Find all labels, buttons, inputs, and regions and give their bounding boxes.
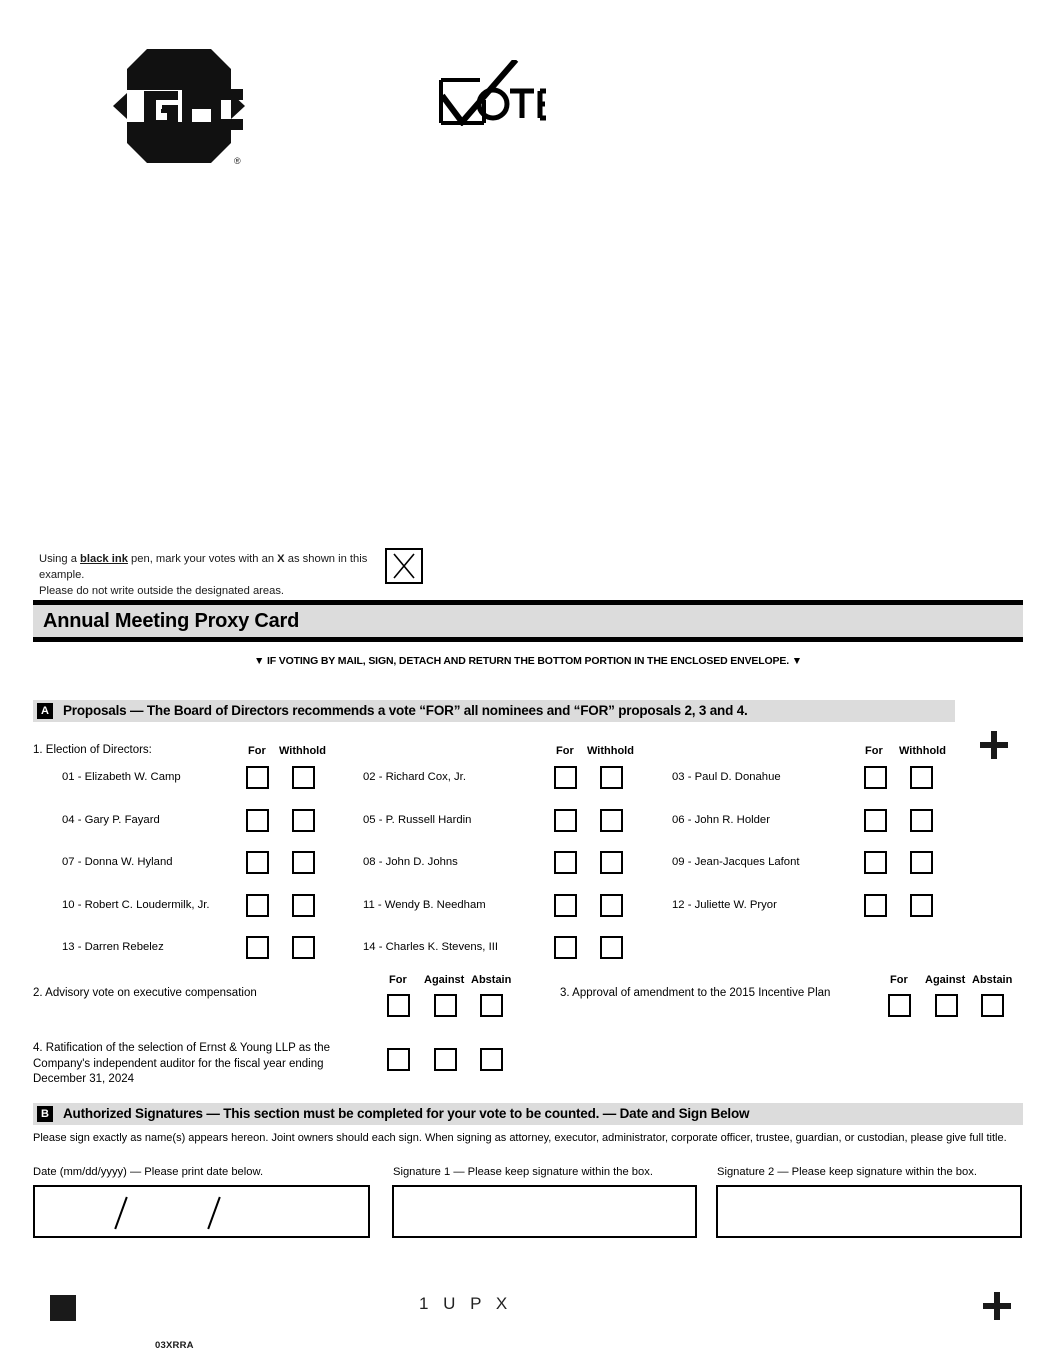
checkbox-nominee-14-withhold[interactable] <box>600 936 623 959</box>
nominee-14: 14 - Charles K. Stevens, III <box>363 941 498 953</box>
checkbox-proposal-2-against[interactable] <box>434 994 457 1017</box>
registration-mark-top-right <box>980 731 1008 759</box>
section-a-badge: A <box>37 703 53 719</box>
checkbox-nominee-07-for[interactable] <box>246 851 269 874</box>
checkbox-nominee-13-for[interactable] <box>246 936 269 959</box>
signature-instructions: Please sign exactly as name(s) appears hereon. Joint owners should each sign. When signing as attorney, executor, administrator, corporate officer, trustee, guardian, or custodian, please give full title. <box>33 1132 1007 1144</box>
checkbox-nominee-09-for[interactable] <box>864 851 887 874</box>
checkbox-nominee-08-for[interactable] <box>554 851 577 874</box>
proposal-2-label: 2. Advisory vote on executive compensation <box>33 987 257 999</box>
proposal-3-label: 3. Approval of amendment to the 2015 Incentive Plan <box>560 987 831 999</box>
marking-instructions <box>39 551 389 600</box>
checkbox-nominee-01-withhold[interactable] <box>292 766 315 789</box>
checkbox-nominee-05-for[interactable] <box>554 809 577 832</box>
nominee-04: 04 - Gary P. Fayard <box>62 814 160 826</box>
proposal-3-against-header: Against <box>925 974 966 986</box>
proposal-2-against-header: Against <box>424 974 465 986</box>
instruction-black-ink: black ink <box>80 553 128 565</box>
nominee-03: 03 - Paul D. Donahue <box>672 771 781 783</box>
checkbox-nominee-01-for[interactable] <box>246 766 269 789</box>
checkbox-nominee-03-withhold[interactable] <box>910 766 933 789</box>
col1-withhold-header: Withhold <box>279 745 326 757</box>
col3-withhold-header: Withhold <box>899 745 946 757</box>
date-input-box[interactable] <box>33 1185 370 1238</box>
proxy-card-title-bar <box>33 600 1023 642</box>
date-separator-slash-1 <box>114 1197 128 1230</box>
checkbox-nominee-13-withhold[interactable] <box>292 936 315 959</box>
checkbox-nominee-02-withhold[interactable] <box>600 766 623 789</box>
nominee-12: 12 - Juliette W. Pryor <box>672 899 777 911</box>
nominee-08: 08 - John D. Johns <box>363 856 458 868</box>
checkbox-nominee-04-withhold[interactable] <box>292 809 315 832</box>
checkbox-proposal-4-abstain[interactable] <box>480 1048 503 1071</box>
col2-withhold-header: Withhold <box>587 745 634 757</box>
nominee-06: 06 - John R. Holder <box>672 814 770 826</box>
checkbox-nominee-03-for[interactable] <box>864 766 887 789</box>
proposal-3-for-header: For <box>890 974 908 986</box>
section-b-title: Authorized Signatures — This section must be completed for your vote to be counted. — Date and Sign Below <box>63 1106 750 1121</box>
checkbox-nominee-08-withhold[interactable] <box>600 851 623 874</box>
date-separator-slash-2 <box>207 1197 221 1230</box>
signature-2-caption: Signature 2 — Please keep signature within the box. <box>717 1166 977 1178</box>
gpc-logo <box>113 47 245 165</box>
col2-for-header: For <box>556 745 574 757</box>
nominee-11: 11 - Wendy B. Needham <box>363 899 486 911</box>
logo-area <box>0 0 1055 200</box>
checkbox-nominee-10-for[interactable] <box>246 894 269 917</box>
checkbox-nominee-02-for[interactable] <box>554 766 577 789</box>
nominee-07: 07 - Donna W. Hyland <box>62 856 173 868</box>
checkbox-nominee-12-withhold[interactable] <box>910 894 933 917</box>
checkbox-proposal-4-for[interactable] <box>387 1048 410 1071</box>
checkbox-nominee-11-withhold[interactable] <box>600 894 623 917</box>
checkbox-nominee-09-withhold[interactable] <box>910 851 933 874</box>
checkbox-nominee-11-for[interactable] <box>554 894 577 917</box>
detach-notice: ▼ IF VOTING BY MAIL, SIGN, DETACH AND RETURN THE BOTTOM PORTION IN THE ENCLOSED ENVELOPE. ▼ <box>253 655 803 667</box>
proposal-2-abstain-header: Abstain <box>471 974 512 986</box>
proposal-1-label: 1. Election of Directors: <box>33 744 152 756</box>
checkbox-nominee-07-withhold[interactable] <box>292 851 315 874</box>
checkbox-nominee-14-for[interactable] <box>554 936 577 959</box>
checkbox-nominee-04-for[interactable] <box>246 809 269 832</box>
checkbox-proposal-3-for[interactable] <box>888 994 911 1017</box>
nominee-05: 05 - P. Russell Hardin <box>363 814 472 826</box>
proposal-4-label: 4. Ratification of the selection of Ernst & Young LLP as the Company's independent auditor for the fiscal year ending December 31, 2024 <box>33 1042 331 1086</box>
instruction-x-glyph: X <box>277 553 285 565</box>
date-field-caption: Date (mm/dd/yyyy) — Please print date below. <box>33 1166 264 1178</box>
checkbox-proposal-2-abstain[interactable] <box>480 994 503 1017</box>
nominee-09: 09 - Jean-Jacques Lafont <box>672 856 800 868</box>
proposal-2-for-header: For <box>389 974 407 986</box>
instruction-prefix: Using a <box>39 553 81 565</box>
checkbox-nominee-12-for[interactable] <box>864 894 887 917</box>
checkbox-nominee-06-withhold[interactable] <box>910 809 933 832</box>
signature-2-input-box[interactable] <box>716 1185 1022 1238</box>
signature-1-input-box[interactable] <box>392 1185 697 1238</box>
nominee-02: 02 - Richard Cox, Jr. <box>363 771 466 783</box>
section-b-badge: B <box>37 1106 53 1122</box>
registration-square-bottom-left <box>50 1295 76 1321</box>
section-a-header <box>33 700 955 722</box>
checkbox-proposal-3-against[interactable] <box>935 994 958 1017</box>
section-b-header <box>33 1103 1023 1125</box>
registration-mark-bottom-right <box>983 1292 1011 1320</box>
checkbox-nominee-10-withhold[interactable] <box>292 894 315 917</box>
example-mark-box <box>385 548 423 584</box>
nominee-01: 01 - Elizabeth W. Camp <box>62 771 181 783</box>
vote-logo <box>438 60 546 126</box>
form-code: 1 U P X <box>419 1294 513 1313</box>
checkbox-proposal-2-for[interactable] <box>387 994 410 1017</box>
checkbox-proposal-3-abstain[interactable] <box>981 994 1004 1017</box>
proposal-3-abstain-header: Abstain <box>972 974 1013 986</box>
instruction-line-2: Please do not write outside the designated areas. <box>39 585 285 598</box>
checkbox-nominee-06-for[interactable] <box>864 809 887 832</box>
page-title: Annual Meeting Proxy Card <box>43 610 300 632</box>
nominee-13: 13 - Darren Rebelez <box>62 941 164 953</box>
nominee-10: 10 - Robert C. Loudermilk, Jr. <box>62 899 210 911</box>
registered-trademark-icon: ® <box>234 156 241 166</box>
col3-for-header: For <box>865 745 883 757</box>
instruction-mid: pen, mark your votes with an <box>127 553 278 565</box>
signature-1-caption: Signature 1 — Please keep signature within the box. <box>393 1166 653 1178</box>
col1-for-header: For <box>248 745 266 757</box>
section-a-title: Proposals — The Board of Directors recommends a vote “FOR” all nominees and “FOR” proposals 2, 3 and 4. <box>63 703 748 718</box>
batch-code: 03XRRA <box>155 1340 194 1351</box>
checkbox-proposal-4-against[interactable] <box>434 1048 457 1071</box>
instruction-line-1 <box>39 553 367 581</box>
checkbox-nominee-05-withhold[interactable] <box>600 809 623 832</box>
instruction-suffix: as shown in this example. <box>39 553 368 582</box>
